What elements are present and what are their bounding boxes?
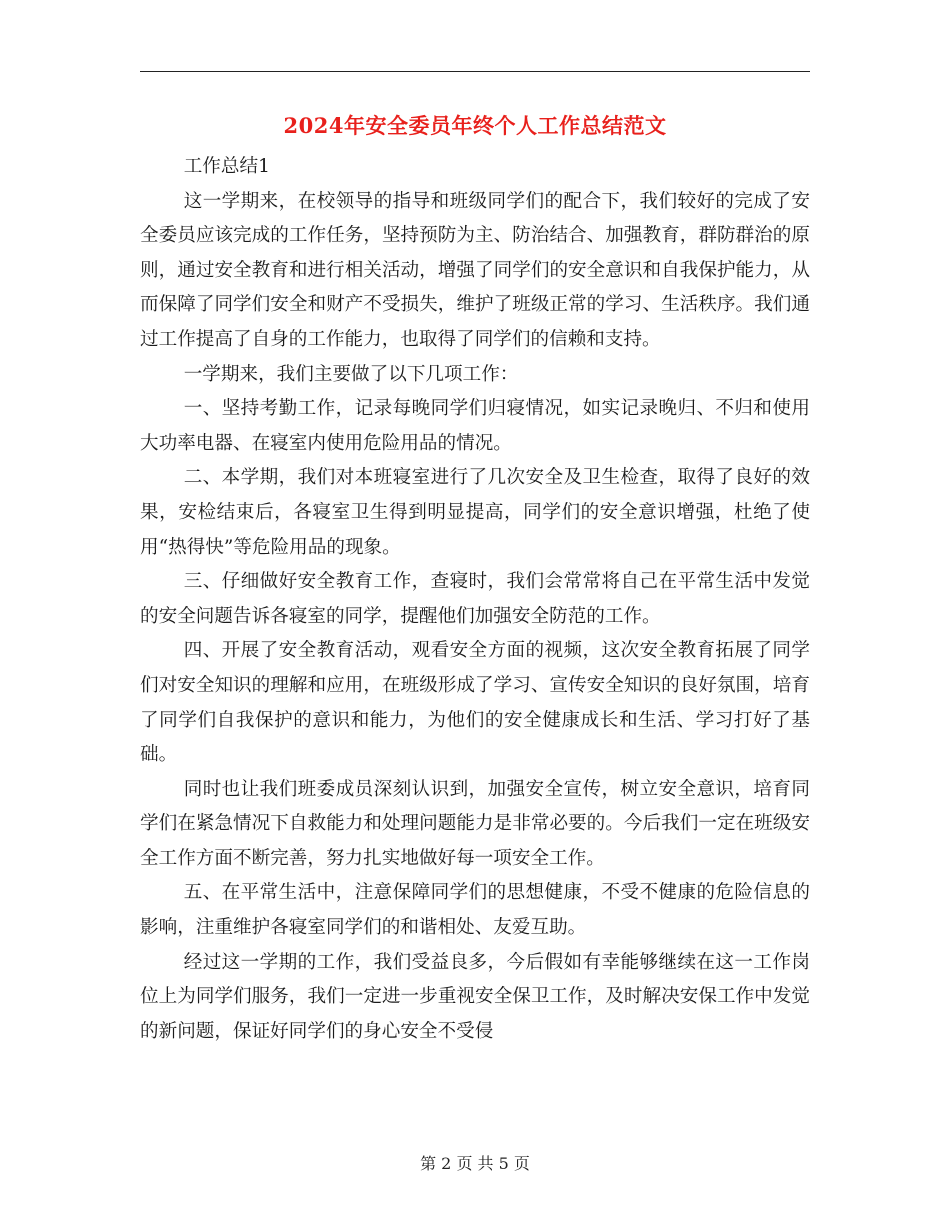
header-rule [140,71,810,72]
document-body [140,150,810,1049]
paragraph-item-4-continued: 同时也让我们班委成员深刻认识到，加强安全宣传，树立安全意识，培育同学们在紧急情况下自救能力和处理问题能力是非常必要的。今后我们一定在班级安全工作方面不断完善，努力扎实地做好每一项安全工作。 [140,778,810,869]
paragraph-item-2: 二、本学期，我们对本班寝室进行了几次安全及卫生检查，取得了良好的效果，安检结束后，各寝室卫生得到明显提高，同学们的安全意识增强，杜绝了使用“热得快”等危险用品的现象。 [140,467,810,558]
paragraph-item-3: 三、仔细做好安全教育工作，查寝时，我们会常常将自己在平常生活中发觉的安全问题告诉各寝室的同学，提醒他们加强安全防范的工作。 [140,571,810,627]
paragraph-intro: 这一学期来，在校领导的指导和班级同学们的配合下，我们较好的完成了安全委员应该完成的工作任务，坚持预防为主、防治结合、加强教育，群防群治的原则，通过安全教育和进行相关活动，增强了同学们的安全意识和自我保护能力，从而保障了同学们安全和财产不受损失，维护了班级正常的学习、生活秩序。我们通过工作提高了自身的工作能力，也取得了同学们的信赖和支持。 [140,190,810,350]
paragraph-conclusion: 经过这一学期的工作，我们受益良多，今后假如有幸能够继续在这一工作岗位上为同学们服务，我们一定进一步重视安全保卫工作，及时解决安保工作中发觉的新问题，保证好同学们的身心安全不受侵 [140,951,810,1042]
paragraph-item-5: 五、在平常生活中，注意保障同学们的思想健康，不受不健康的危险信息的影响，注重维护各寝室同学们的和谐相处、友爱互助。 [140,882,810,939]
page-number: 第 2 页 共 5 页 [420,1154,530,1173]
paragraph-summary-lead: 一学期来，我们主要做了以下几项工作： [183,363,519,385]
paragraph-item-4: 四、开展了安全教育活动，观看安全方面的视频，这次安全教育拓展了同学们对安全知识的理解和应用，在班级形成了学习、宣传安全知识的良好氛围，培育了同学们自我保护的意识和能力，为他们的安全健康成长和生活、学习打好了基础。 [140,640,810,766]
paragraph-item-1: 一、坚持考勤工作，记录每晚同学们归寝情况，如实记录晚归、不归和使用大功率电器、在寝室内使用危险用品的情况。 [140,398,810,454]
section-subheading: 工作总结1 [183,156,270,177]
document-title: 2024年安全委员年终个人工作总结范文 [283,113,667,138]
